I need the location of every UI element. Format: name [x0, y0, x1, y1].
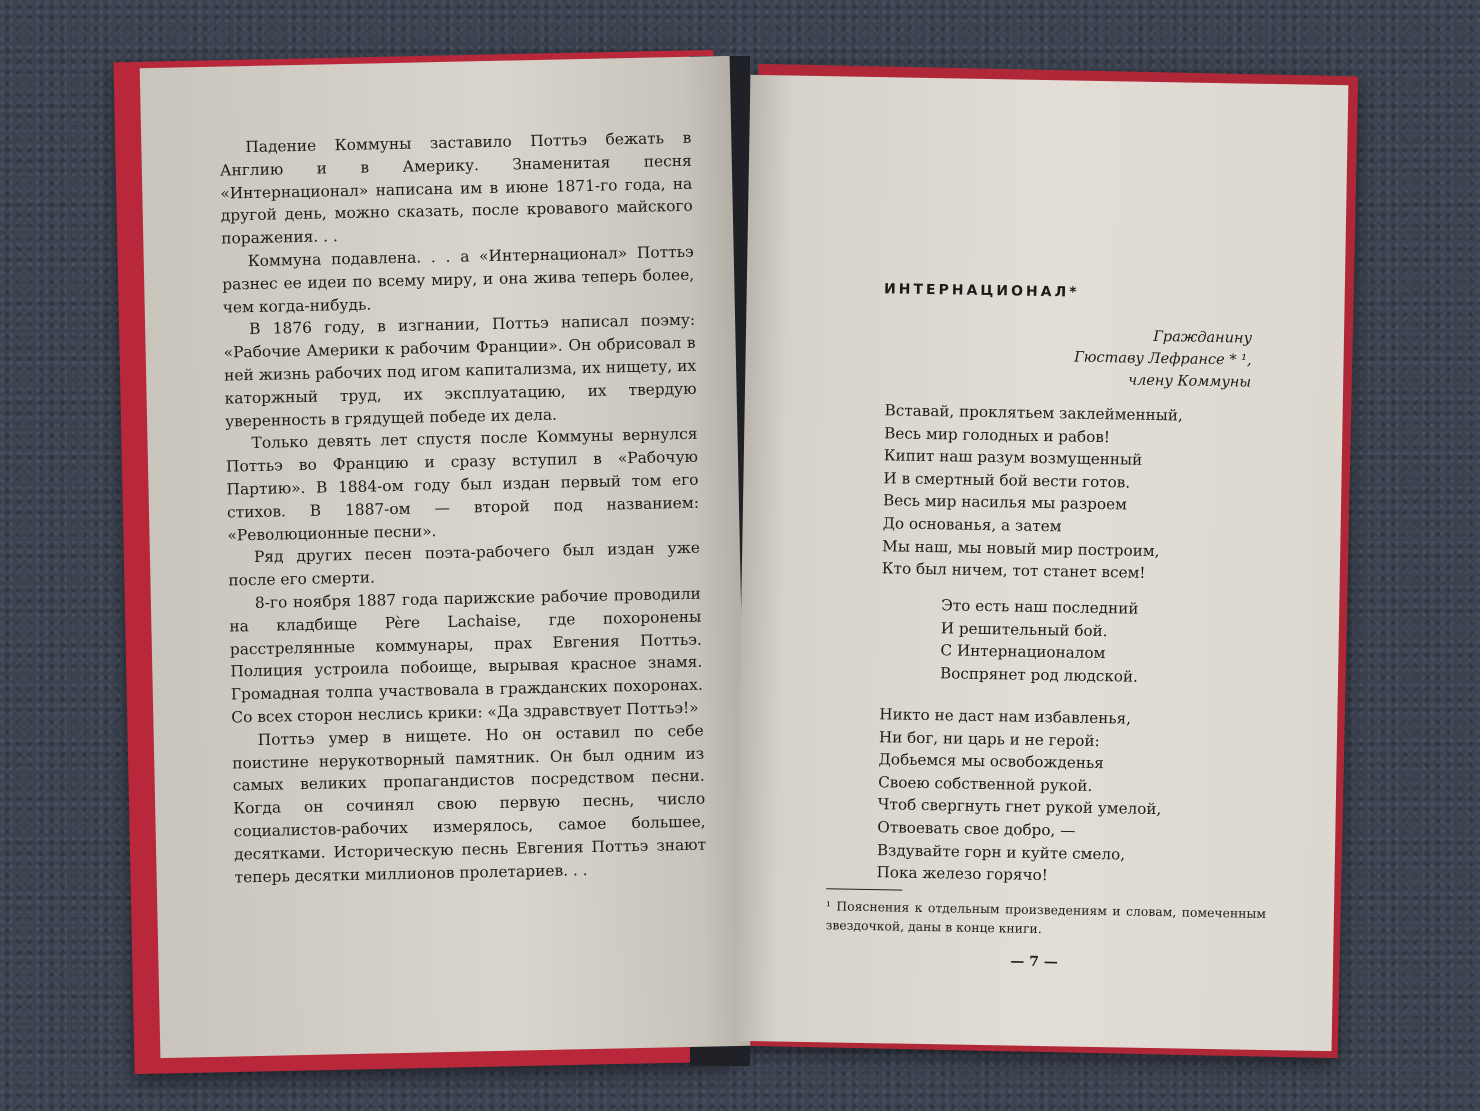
verse-line: Добьемся мы освобожденья [878, 750, 1104, 773]
right-page [734, 75, 1349, 1051]
verse-line: Никто не даст нам избавленья, [879, 705, 1132, 728]
verse-line: Чтоб свергнуть гнет рукой умелой, [877, 795, 1162, 819]
poem-title: ИНТЕРНАЦИОНАЛ* [883, 281, 1080, 301]
verse-line: Воспрянет род людской. [939, 664, 1139, 686]
page-number: — 7 — [1010, 953, 1058, 971]
verse-line: Кто был ничем, тот станет всем! [881, 559, 1146, 582]
verse-line: Вздувайте горн и куйте смело, [876, 840, 1126, 864]
footnote-divider [826, 888, 902, 890]
verse-line: Своею собственной рукой. [877, 772, 1093, 795]
verse-line: И в смертный бой вести готов. [883, 469, 1131, 492]
paragraph: Коммуна подавлена. . . а «Интернационал» Поттьэ разнес ее идеи по всему миру, и она жива теперь более, чем когда-нибудь. [222, 242, 695, 317]
verse-line: Это есть наш последний [941, 596, 1139, 618]
verse-line: Пока железо горячо! [876, 863, 1049, 885]
dedication-line: члену Коммуны [1127, 372, 1252, 391]
stanza-2 [876, 703, 1163, 889]
verse-line: И решительный бой. [940, 618, 1108, 640]
paragraph: Падение Коммуны заставило Поттьэ бежать в Англию и в Америку. Знаменитая песня «Интернационал» написана им в июне 1871-го года, на другой день, можно сказать, после кровавого майского поражения. . . [219, 128, 693, 248]
refrain [940, 594, 1139, 688]
verse-line: Весь мир насилья мы разроем [882, 491, 1128, 514]
paragraph: Только девять лет спустя после Коммуны вернулся Поттьэ во Францию и сразу вступил в «Рабочую Партию». В 1884-ом году был издан первый том его стихов. В 1887-ом — второй под названием: «Революционные песни». [225, 425, 700, 545]
paragraph: Ряд других песен поэта-рабочего был издан уже после его смерти. [228, 539, 701, 590]
verse-line: До основанья, а затем [882, 514, 1062, 536]
dedication [1074, 325, 1253, 394]
left-page [140, 56, 751, 1058]
verse-line: Вставай, проклятьем заклейменный, [884, 401, 1183, 425]
dedication-line: Гражданину [1153, 328, 1253, 347]
verse-line: Кипит наш разум возмущенный [883, 446, 1143, 469]
verse-line: Весь мир голодных и рабов! [884, 423, 1111, 446]
paragraph: Поттьэ умер в нищете. Но он оставил по себе поистине нерукотворный памятник. Он был одним из самых великих пропагандистов посредством песни. Когда он сочинял свою первую песнь, число социалистов-рабочих измерялось, самое большее, десятками. Историческую песнь Евгения Поттьэ знают теперь десятки миллионов пролетариев. . . [232, 721, 707, 886]
verse-line: Отвоевать свое добро, — [877, 818, 1076, 840]
verse-line: Мы наш, мы новый мир построим, [882, 536, 1160, 560]
footnote: ¹ Пояснения к отдельным произведениям и словам, помеченным звездочкой, даны в конце книги. [825, 898, 1267, 937]
verse-line: Ни бог, ни царь и не герой: [878, 727, 1100, 750]
paragraph: 8-го ноября 1887 года парижские рабочие проводили на кладбище Père Lachaise, где похоронены расстрелянные коммунары, прах Евгения Поттьэ. Полиция устроила побоище, вырывая красное знамя. Громадная толпа участвовала в гражданских похоронах. Со всех сторон неслись крики: «Да здравствует Поттьэ!» [229, 584, 703, 727]
verse-line: С Интернационалом [940, 641, 1106, 663]
stanza-1 [882, 399, 1183, 585]
dedication-line: Гюставу Лефрансе * ¹, [1073, 349, 1252, 369]
paragraph: В 1876 году, в изгнании, Поттьэ написал поэму: «Рабочие Америки к рабочим Франции». Он обрисовал в ней жизнь рабочих под игом капитализма, их нищету, их каторжный труд, их эксплуатацию, их твердую уверенность в грядущей победе их дела. [223, 311, 697, 431]
